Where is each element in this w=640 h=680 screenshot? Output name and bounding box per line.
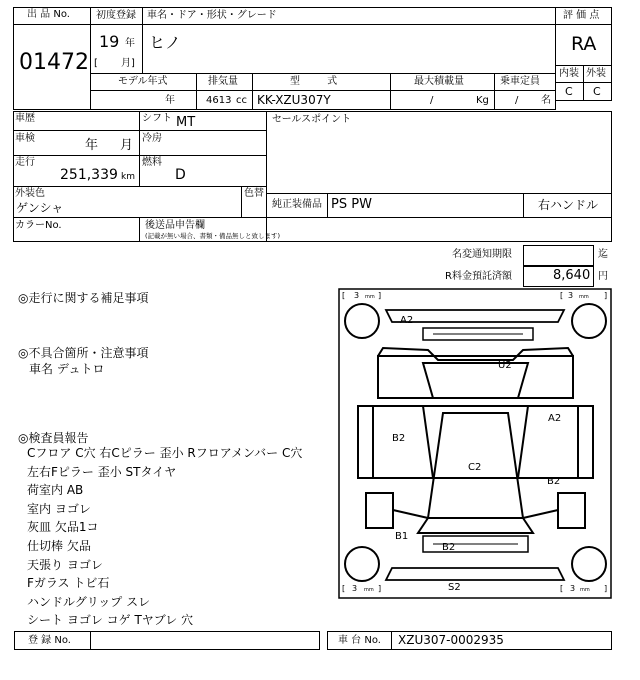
color-change-label: 色替	[244, 188, 264, 199]
inspection-month: 月	[120, 138, 134, 153]
displacement-label: 排気量	[208, 76, 238, 87]
defects-text: 車名 デュトロ	[29, 362, 105, 376]
wheel-front-right	[572, 304, 606, 338]
equipment-value: PS PW	[331, 197, 372, 212]
inspector-line: Fガラス トビ石	[27, 576, 110, 591]
svg-text:]: ]	[604, 291, 608, 300]
mileage-label: 走行	[15, 157, 35, 168]
rear-bumper	[386, 568, 564, 580]
vehicle-damage-diagram	[338, 288, 613, 600]
exterior-color-label: 外装色	[15, 188, 45, 199]
recycle-fee-unit: 円	[598, 271, 608, 282]
defects-label: ◎不具合箇所・注意事項	[18, 346, 149, 360]
registration-month-open: [	[94, 58, 98, 69]
cab-outline	[378, 348, 573, 398]
interior-label: 内装	[559, 68, 579, 79]
tire-depth-bottom-left: 3	[352, 584, 358, 593]
color-no-label: カラーNo.	[15, 220, 62, 231]
inspector-report-lines	[27, 447, 302, 633]
max-load-label: 最大積載量	[414, 76, 464, 87]
grade-label: 評 価 点	[563, 10, 600, 21]
svg-text:]: ]	[604, 584, 608, 593]
svg-text:[: [	[560, 291, 564, 300]
model-year-label: モデル年式	[118, 76, 168, 87]
exterior-color-value: ゲンシャ	[16, 201, 64, 215]
damage-mark: C2	[468, 462, 482, 473]
tire-depth-top-right: 3	[568, 291, 574, 300]
inspector-line: ハンドルグリップ スレ	[27, 594, 151, 609]
max-load-slash: /	[430, 95, 434, 106]
max-load-unit: Kg	[476, 95, 489, 106]
tire-unit-top-right: mm	[579, 294, 589, 300]
driving-notes-label: ◎走行に関する補足事項	[18, 291, 149, 305]
svg-text:]: ]	[378, 291, 382, 300]
fuel-value: D	[175, 167, 186, 183]
tire-depth-bottom-right: 3	[570, 584, 576, 593]
damage-mark: B2	[547, 476, 561, 487]
registration-number-label: 登 録 No.	[28, 635, 71, 646]
tire-unit-bottom-right: mm	[580, 587, 590, 593]
recycle-fee-value: 8,640	[553, 268, 591, 283]
registration-year-unit: 年	[125, 38, 135, 49]
capacity-label: 乗車定員	[500, 76, 540, 87]
mileage-unit: km	[121, 172, 135, 182]
inspector-line: 荷室内 AB	[27, 483, 84, 498]
exterior-grade: C	[593, 85, 601, 98]
registration-month-unit: 月]	[121, 58, 135, 69]
inspector-line: Cフロア C穴 右Cピラー 歪小 Rフロアメンバー C穴	[27, 446, 303, 460]
tire-depth-labels	[342, 291, 607, 593]
car-name: ヒノ	[149, 33, 181, 52]
svg-text:]: ]	[378, 584, 382, 593]
displacement-value: 4613	[206, 95, 232, 106]
wheel-rear-left	[345, 547, 379, 581]
lot-number: 01472	[19, 50, 89, 75]
first-registration-label: 初度登録	[96, 10, 136, 21]
interior-grade: C	[565, 85, 573, 98]
model-year-unit: 年	[165, 95, 175, 106]
displacement-unit: cc	[236, 95, 247, 106]
mileage-value: 251,339	[60, 167, 118, 183]
recycle-fee-label: R料金預託済額	[445, 271, 512, 282]
svg-text:[: [	[342, 584, 346, 593]
chassis-number-value: XZU307-0002935	[398, 633, 504, 647]
inspector-line: 室内 ヨゴレ	[27, 501, 91, 516]
lot-number-label: 出 品 No.	[27, 9, 70, 20]
registration-year: 19	[99, 32, 120, 51]
damage-mark: U2	[498, 360, 512, 371]
capacity-slash: /	[515, 95, 519, 106]
tire-label-top-left: [	[342, 291, 346, 300]
history-label: 車歴	[15, 113, 35, 124]
sales-points-label: セールスポイント	[272, 114, 352, 125]
steering-value: 右ハンドル	[538, 198, 599, 212]
tire-depth-top-left: 3	[354, 291, 360, 300]
fuel-label: 燃料	[142, 157, 162, 168]
inspector-line: 天張り ヨゴレ	[27, 557, 103, 572]
inspection-label: 車検	[15, 133, 35, 144]
tire-unit-top-left: mm	[365, 294, 375, 300]
damage-mark: B2	[392, 433, 406, 444]
documents-label: 後送品申告欄	[145, 220, 205, 231]
damage-mark: A2	[548, 413, 562, 424]
inspector-line: 灰皿 欠品1コ	[27, 520, 99, 535]
type-value: KK-XZU307Y	[257, 93, 331, 107]
inspection-year: 年	[85, 138, 99, 153]
type-label: 型 式	[290, 76, 338, 87]
tire-unit-bottom-left: mm	[364, 587, 374, 593]
grade-value: RA	[571, 33, 597, 55]
name-change-deadline-field	[523, 245, 594, 266]
equipment-label: 純正装備品	[272, 199, 322, 210]
wheel-rear-right	[572, 547, 606, 581]
damage-mark: B1	[395, 531, 409, 542]
documents-note: (記載が無い場合、書類・備品無しと致します)	[145, 232, 281, 240]
damage-mark: A2	[400, 315, 414, 326]
svg-text:[: [	[560, 584, 564, 593]
cooling-label: 冷房	[142, 133, 162, 144]
damage-mark: B2	[442, 542, 456, 553]
name-change-deadline-unit: 迄	[598, 249, 608, 260]
inspector-report-label: ◎検査員報告	[18, 431, 89, 445]
chassis-number-label: 車 台 No.	[338, 635, 381, 646]
shift-value: MT	[176, 115, 196, 130]
damage-mark: S2	[448, 582, 461, 593]
car-name-label: 車名・ドア・形状・グレード	[147, 10, 277, 21]
shift-label: シフト	[142, 113, 172, 124]
inspector-line: 仕切棒 欠品	[27, 538, 91, 553]
name-change-deadline-label: 名変通知期限	[452, 249, 512, 260]
exterior-label: 外装	[586, 68, 606, 79]
inspector-line: シート ヨゴレ コゲ Tヤブレ 穴	[27, 613, 194, 628]
wheel-front-left	[345, 304, 379, 338]
inspector-line: 左右Fピラー 歪小 STタイヤ	[27, 464, 177, 479]
capacity-unit: 名	[541, 95, 551, 106]
